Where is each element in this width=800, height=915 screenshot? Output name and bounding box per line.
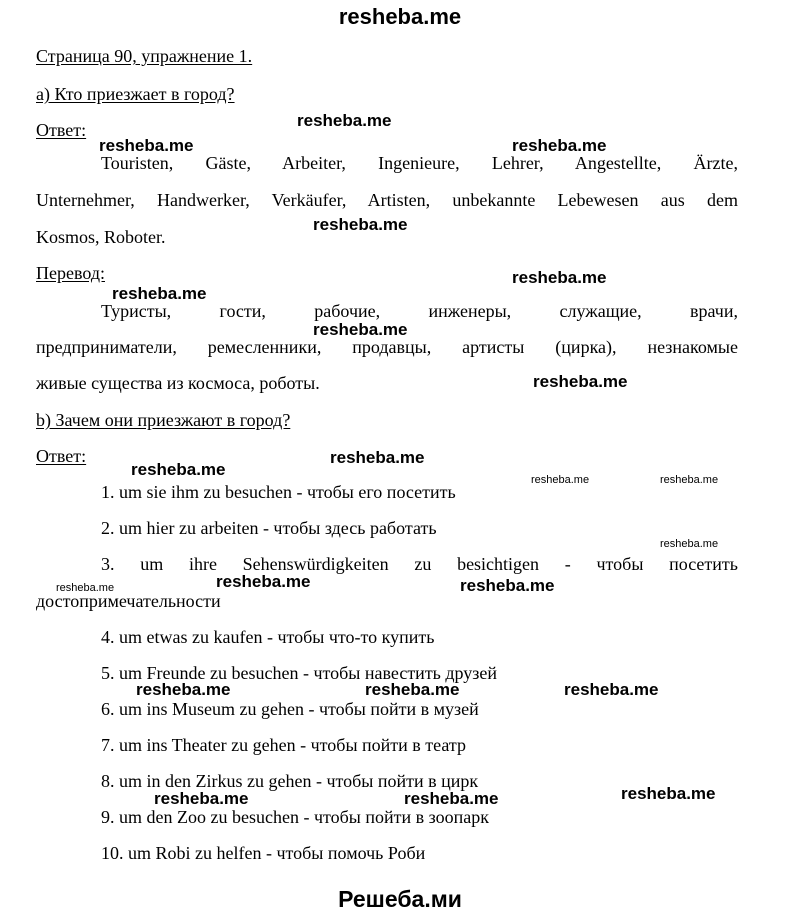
watermark: resheba.me: [365, 680, 460, 699]
watermark: resheba.me: [533, 372, 628, 391]
watermark: resheba.me: [154, 789, 249, 808]
watermark-small: resheba.me: [56, 582, 115, 594]
watermark: resheba.me: [131, 460, 226, 479]
section-a-translation-line-1: Туристы, гости, рабочие, инженеры, служащие, врачи,: [101, 301, 738, 321]
list-item-continuation: достопримечательности: [36, 591, 221, 611]
watermark: resheba.me: [512, 136, 607, 155]
watermark-small: resheba.me: [660, 538, 719, 550]
section-b-question: b) Зачем они приезжают в город?: [36, 410, 291, 430]
section-a-answer-line-1: Touristen, Gäste, Arbeiter, Ingenieure, Lehrer, Angestellte, Ärzte,: [101, 153, 738, 173]
watermark: resheba.me: [313, 215, 408, 234]
watermark: resheba.me: [564, 680, 659, 699]
watermark: resheba.me: [313, 320, 408, 339]
watermark: resheba.me: [112, 284, 207, 303]
watermark: resheba.me: [136, 680, 231, 699]
list-item: 3. um ihre Sehenswürdigkeiten zu besichtigen - чтобы посетить: [101, 554, 738, 574]
list-item: 2. um hier zu arbeiten - чтобы здесь работать: [101, 518, 437, 538]
section-a-answer-line-2: Unternehmer, Handwerker, Verkäufer, Artisten, unbekannte Lebewesen aus dem: [36, 190, 738, 210]
list-item: 7. um ins Theater zu gehen - чтобы пойти в театр: [101, 735, 466, 755]
list-item: 6. um ins Museum zu gehen - чтобы пойти в музей: [101, 699, 479, 719]
section-a-translation-line-2: предприниматели, ремесленники, продавцы, артисты (цирка), незнакомые: [36, 337, 738, 357]
section-a-answer-label: Ответ:: [36, 120, 87, 140]
watermark: resheba.me: [460, 576, 555, 595]
footer-brand: Решеба.ми: [338, 886, 462, 912]
watermark-small: resheba.me: [660, 474, 719, 486]
watermark: resheba.me: [216, 572, 311, 591]
watermark: resheba.me: [404, 789, 499, 808]
section-a-translation-line-3: живые существа из космоса, роботы.: [36, 373, 320, 393]
list-item: 10. um Robi zu helfen - чтобы помочь Роби: [101, 843, 426, 863]
watermark-small: resheba.me: [531, 474, 590, 486]
section-b-answer-label: Ответ:: [36, 446, 87, 466]
watermark: resheba.me: [621, 784, 716, 803]
watermark: resheba.me: [99, 136, 194, 155]
watermark: resheba.me: [512, 268, 607, 287]
list-item: 1. um sie ihm zu besuchen - чтобы его посетить: [101, 482, 456, 502]
section-a-answer-line-3: Kosmos, Roboter.: [36, 227, 166, 247]
list-item: 8. um in den Zirkus zu gehen - чтобы пойти в цирк: [101, 771, 479, 791]
list-item: 9. um den Zoo zu besuchen - чтобы пойти в зоопарк: [101, 807, 490, 827]
watermark: resheba.me: [297, 111, 392, 130]
list-item: 5. um Freunde zu besuchen - чтобы навестить друзей: [101, 663, 498, 683]
watermark: resheba.me: [330, 448, 425, 467]
page-heading: Страница 90, упражнение 1.: [36, 46, 253, 66]
list-item: 4. um etwas zu kaufen - чтобы что-то купить: [101, 627, 435, 647]
section-a-question: а) Кто приезжает в город?: [36, 84, 235, 104]
site-header: resheba.me: [338, 4, 462, 29]
section-a-translation-label: Перевод:: [36, 263, 105, 283]
